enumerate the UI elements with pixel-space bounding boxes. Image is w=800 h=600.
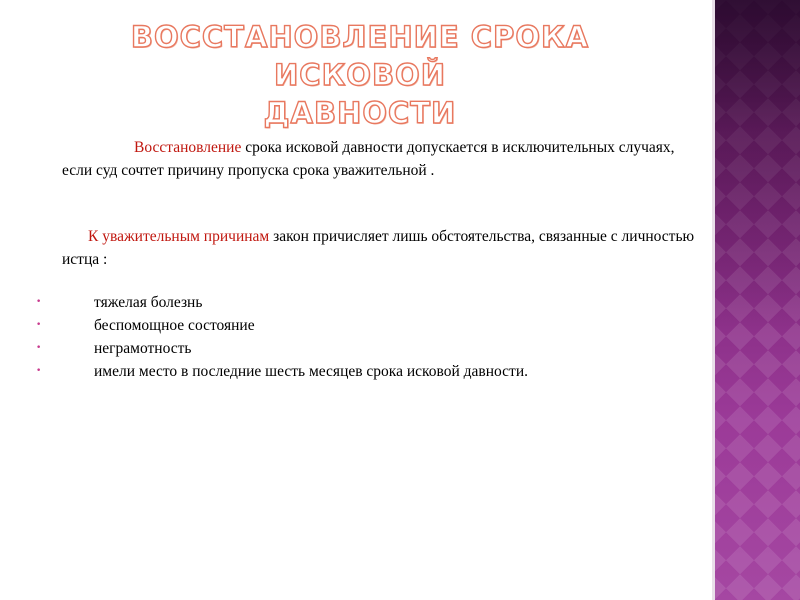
paragraph1-highlight: Восстановление xyxy=(134,139,242,156)
bullet-icon: • xyxy=(36,297,42,307)
paragraph-valid-reasons xyxy=(62,225,702,271)
title-line-1: ВОССТАНОВЛЕНИЕ СРОКА ИСКОВОЙ xyxy=(130,20,590,92)
title-line-2: ДАВНОСТИ xyxy=(263,96,457,130)
paragraph-restoration xyxy=(62,136,702,182)
paragraph2-text: закон причисляет лишь обстоятельства, связанные с личностью истца : xyxy=(62,228,695,268)
bullet-icon: • xyxy=(36,366,42,376)
list-item xyxy=(36,360,696,383)
side-band-edge xyxy=(712,0,715,600)
list-item xyxy=(36,337,696,360)
bullet-icon: • xyxy=(36,320,42,330)
list-item-text: неграмотность xyxy=(94,340,192,357)
decorative-side-band xyxy=(712,0,800,600)
list-item-text: имели место в последние шесть месяцев срока исковой давности. xyxy=(94,363,528,380)
paragraph2-highlight: К уважительным причинам xyxy=(88,228,270,245)
list-item-text: беспомощное состояние xyxy=(94,317,255,334)
list-item-text: тяжелая болезнь xyxy=(94,294,203,311)
list-item xyxy=(36,291,696,314)
bullet-icon: • xyxy=(36,343,42,353)
paragraph1-text: срока исковой давности допускается в исключительных случаях, если суд сочтет причину пропуска срока уважительной . xyxy=(62,139,675,179)
slide-title xyxy=(40,18,680,132)
list-item xyxy=(36,314,696,337)
reasons-list xyxy=(36,291,696,383)
